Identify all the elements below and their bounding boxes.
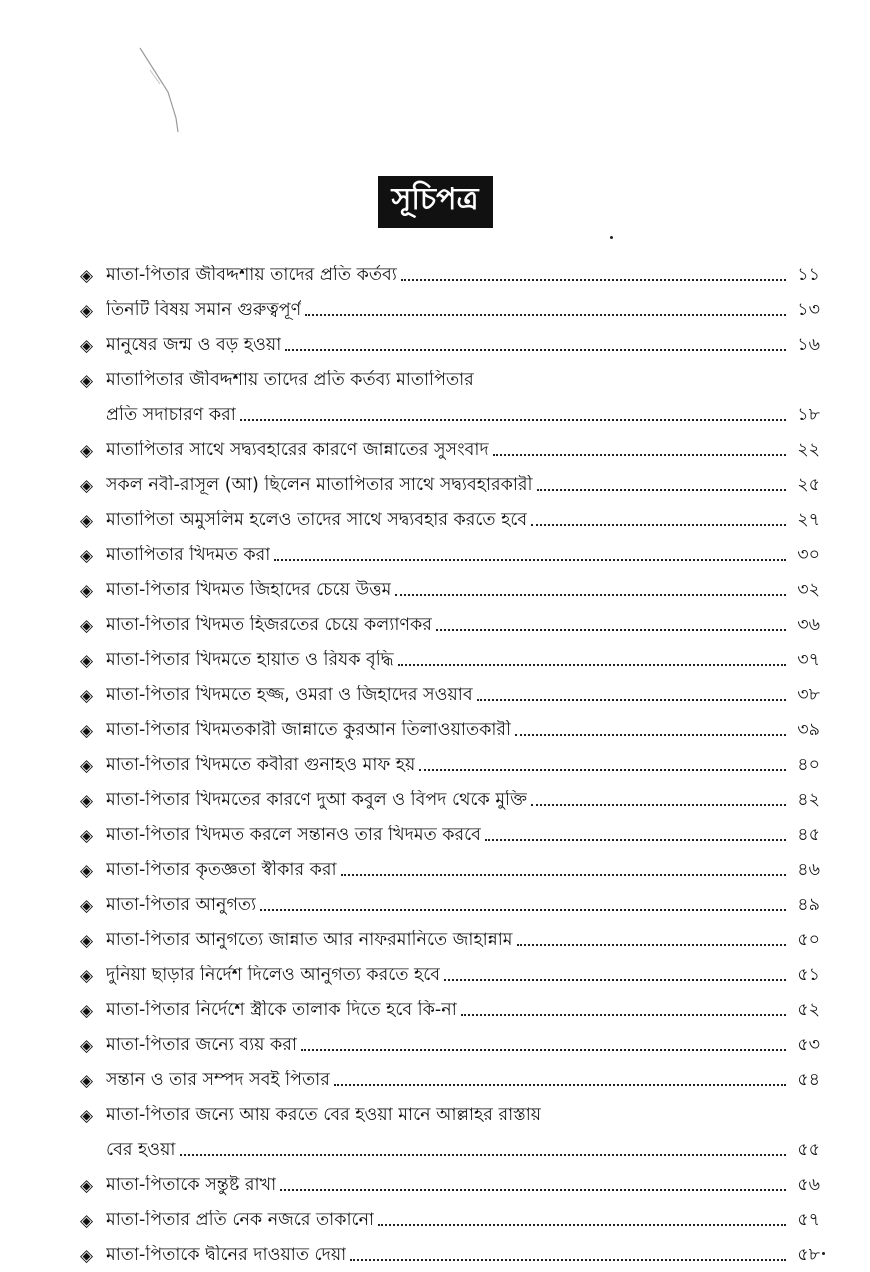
entry-title: সকল নবী-রাসূল (আ) ছিলেন মাতাপিতার সাথে সদ্ব্যবহারকারী xyxy=(106,475,533,496)
dot-leader xyxy=(305,314,786,316)
entry-first-line xyxy=(80,1092,820,1127)
entry-title: মাতা-পিতাকে দ্বীনের দাওয়াত দেয়া xyxy=(106,1245,347,1266)
entry-page-number: ৪৯ xyxy=(797,895,820,916)
toc-entry xyxy=(80,532,820,567)
diamond-bullet-icon: ◈ xyxy=(80,755,94,776)
diamond-bullet-icon: ◈ xyxy=(80,1105,94,1126)
dot-leader xyxy=(395,594,786,596)
diamond-bullet-icon: ◈ xyxy=(80,545,94,566)
dot-leader xyxy=(378,1224,786,1226)
toc-entry xyxy=(80,742,820,777)
diamond-bullet-icon: ◈ xyxy=(80,300,94,321)
entry-first-line xyxy=(80,357,820,392)
entry-title: মাতা-পিতার খিদমত করলে সন্তানও তার খিদমত করবে xyxy=(106,825,481,846)
toc-entry xyxy=(80,847,820,882)
toc-entry xyxy=(80,462,820,497)
diamond-bullet-icon: ◈ xyxy=(80,370,94,391)
entry-title: দুনিয়া ছাড়ার নির্দেশ দিলেও আনুগত্য করতে হবে xyxy=(106,965,440,986)
toc-entry xyxy=(80,567,820,602)
dot-leader xyxy=(537,489,786,491)
dot-leader xyxy=(531,804,786,806)
entry-page-number: ১১ xyxy=(797,265,820,286)
diamond-bullet-icon: ◈ xyxy=(80,825,94,846)
speck xyxy=(610,236,613,239)
diamond-bullet-icon: ◈ xyxy=(80,510,94,531)
entry-page-number: ৫৫ xyxy=(797,1140,820,1161)
entry-page-number: ৫৩ xyxy=(797,1035,820,1056)
entry-title: মাতা-পিতার খিদমতের কারণে দুআ কবুল ও বিপদ থেকে মুক্তি xyxy=(106,790,528,811)
diamond-bullet-icon: ◈ xyxy=(80,790,94,811)
entry-title: মাতা-পিতার খিদমতে হায়াত ও রিযক বৃদ্ধি xyxy=(106,650,394,671)
toc-entry xyxy=(80,1162,820,1197)
entry-title: মাতাপিতার খিদমত করা xyxy=(106,545,271,566)
diamond-bullet-icon: ◈ xyxy=(80,440,94,461)
toc-entry xyxy=(80,812,820,847)
entry-second-line xyxy=(80,1127,820,1162)
entry-page-number: ৫৬ xyxy=(797,1175,820,1196)
dot-leader xyxy=(240,419,786,421)
entry-title: মাতা-পিতার প্রতি নেক নজরে তাকানো xyxy=(106,1210,375,1231)
entry-title: সন্তান ও তার সম্পদ সবই পিতার xyxy=(106,1070,330,1091)
toc-entry xyxy=(80,1057,820,1092)
entry-page-number: ২৫ xyxy=(797,475,820,496)
entry-page-number: ৩৭ xyxy=(797,650,820,671)
dot-leader xyxy=(517,944,787,946)
dot-leader xyxy=(531,524,786,526)
dot-leader xyxy=(444,979,786,981)
diamond-bullet-icon: ◈ xyxy=(80,265,94,286)
paper-scratch-mark xyxy=(0,0,870,200)
entry-page-number: ৪৫ xyxy=(797,825,820,846)
diamond-bullet-icon: ◈ xyxy=(80,335,94,356)
toc-entry xyxy=(80,917,820,952)
dot-leader xyxy=(180,1154,787,1156)
entry-page-number: ৫৮ xyxy=(797,1245,820,1266)
dot-leader xyxy=(301,1049,786,1051)
dot-leader xyxy=(274,559,786,561)
diamond-bullet-icon: ◈ xyxy=(80,1000,94,1021)
toc-entry xyxy=(80,987,820,1022)
dot-leader xyxy=(334,1084,786,1086)
dot-leader xyxy=(398,664,786,666)
dot-leader xyxy=(260,909,786,911)
diamond-bullet-icon: ◈ xyxy=(80,1175,94,1196)
entry-title-line2: বের হওয়া xyxy=(106,1140,176,1161)
toc-entry xyxy=(80,1022,820,1057)
entry-title-line2: প্রতি সদাচারণ করা xyxy=(106,405,236,426)
entry-title: মাতা-পিতার খিদমতে কবীরা গুনাহও মাফ হয় xyxy=(106,755,416,776)
entry-title: মাতা-পিতার আনুগত্যে জান্নাত আর নাফরমানিতে জাহান্নাম xyxy=(106,930,513,951)
toc-entry xyxy=(80,1197,820,1232)
entry-page-number: ৪২ xyxy=(797,790,820,811)
entry-page-number: ৩০ xyxy=(797,545,820,566)
entry-page-number: ২২ xyxy=(797,440,820,461)
dot-leader xyxy=(461,1014,786,1016)
entry-title: মাতা-পিতার খিদমতকারী জান্নাতে কুরআন তিলাওয়াতকারী xyxy=(106,720,512,741)
toc-entry xyxy=(80,427,820,462)
toc-entry xyxy=(80,952,820,987)
toc-entry xyxy=(80,882,820,917)
dot-leader xyxy=(280,1189,786,1191)
dot-leader xyxy=(350,1259,786,1261)
page-title: সূচিপত্র xyxy=(378,176,493,228)
diamond-bullet-icon: ◈ xyxy=(80,580,94,601)
entry-title: মাতা-পিতার খিদমত হিজরতের চেয়ে কল্যাণকর xyxy=(106,615,432,636)
toc-entry xyxy=(80,672,820,707)
toc-entry xyxy=(80,1232,820,1267)
toc-entry xyxy=(80,602,820,637)
entry-title: মাতাপিতা অমুসলিম হলেও তাদের সাথে সদ্ব্যবহার করতে হবে xyxy=(106,510,528,531)
entry-second-line xyxy=(80,392,820,427)
toc-entry xyxy=(80,1092,820,1162)
entry-title: মাতা-পিতার আনুগত্য xyxy=(106,895,257,916)
diamond-bullet-icon: ◈ xyxy=(80,1035,94,1056)
entry-page-number: ৩৬ xyxy=(797,615,820,636)
entry-page-number: ৪৬ xyxy=(797,860,820,881)
entry-page-number: ৫২ xyxy=(797,1000,820,1021)
entry-page-number: ৩২ xyxy=(797,580,820,601)
dot-leader xyxy=(477,699,786,701)
entry-title: মাতা-পিতার নির্দেশে স্ত্রীকে তালাক দিতে হবে কি-না xyxy=(106,1000,457,1021)
dot-leader xyxy=(285,349,786,351)
entry-page-number: ৫১ xyxy=(797,965,820,986)
entry-page-number: ১৬ xyxy=(797,335,820,356)
title-container xyxy=(0,176,870,228)
entry-title: মাতা-পিতার খিদমতে হজ্জ, ওমরা ও জিহাদের সওয়াব xyxy=(106,685,473,706)
diamond-bullet-icon: ◈ xyxy=(80,965,94,986)
dot-leader xyxy=(401,279,786,281)
speck xyxy=(822,1252,825,1255)
entry-page-number: ১৮ xyxy=(797,405,820,426)
toc-entry xyxy=(80,637,820,672)
diamond-bullet-icon: ◈ xyxy=(80,1070,94,1091)
entry-title: মানুষের জন্ম ও বড় হওয়া xyxy=(106,335,282,356)
entry-page-number: ৩৮ xyxy=(797,685,820,706)
diamond-bullet-icon: ◈ xyxy=(80,895,94,916)
dot-leader xyxy=(515,734,786,736)
dot-leader xyxy=(419,769,786,771)
diamond-bullet-icon: ◈ xyxy=(80,720,94,741)
diamond-bullet-icon: ◈ xyxy=(80,1210,94,1231)
entry-title: মাতা-পিতাকে সন্তুষ্ট রাখা xyxy=(106,1175,277,1196)
toc-entry xyxy=(80,777,820,812)
entry-page-number: ৫৪ xyxy=(797,1070,820,1091)
toc-entry xyxy=(80,357,820,427)
dot-leader xyxy=(341,874,786,876)
entry-page-number: ৪০ xyxy=(797,755,820,776)
toc-entry xyxy=(80,707,820,742)
toc-entry xyxy=(80,497,820,532)
diamond-bullet-icon: ◈ xyxy=(80,650,94,671)
diamond-bullet-icon: ◈ xyxy=(80,930,94,951)
entry-title: মাতা-পিতার কৃতজ্ঞতা স্বীকার করা xyxy=(106,860,337,881)
entry-title: মাতাপিতার সাথে সদ্ব্যবহারের কারণে জান্নাতের সুসংবাদ xyxy=(106,440,489,461)
dot-leader xyxy=(493,454,786,456)
entry-title: মাতা-পিতার জীবদ্দশায় তাদের প্রতি কর্তব্য xyxy=(106,265,397,286)
toc-entry xyxy=(80,322,820,357)
diamond-bullet-icon: ◈ xyxy=(80,860,94,881)
diamond-bullet-icon: ◈ xyxy=(80,685,94,706)
dot-leader xyxy=(485,839,786,841)
entry-title: মাতা-পিতার জন্যে ব্যয় করা xyxy=(106,1035,297,1056)
table-of-contents xyxy=(80,252,820,1267)
entry-page-number: ১৩ xyxy=(797,300,820,321)
entry-page-number: ৫০ xyxy=(797,930,820,951)
entry-title: মাতা-পিতার খিদমত জিহাদের চেয়ে উত্তম xyxy=(106,580,392,601)
entry-title-line1: মাতা-পিতার জন্যে আয় করতে বের হওয়া মানে আল্লাহর রাস্তায় xyxy=(106,1105,542,1126)
entry-title: তিনটি বিষয় সমান গুরুত্বপূর্ণ xyxy=(106,300,302,321)
toc-entry xyxy=(80,252,820,287)
entry-page-number: ৫৭ xyxy=(797,1210,820,1231)
toc-entry xyxy=(80,287,820,322)
diamond-bullet-icon: ◈ xyxy=(80,475,94,496)
dot-leader xyxy=(436,629,786,631)
entry-page-number: ৩৯ xyxy=(797,720,820,741)
entry-page-number: ২৭ xyxy=(797,510,820,531)
diamond-bullet-icon: ◈ xyxy=(80,615,94,636)
diamond-bullet-icon: ◈ xyxy=(80,1245,94,1266)
entry-title-line1: মাতাপিতার জীবদ্দশায় তাদের প্রতি কর্তব্য মাতাপিতার xyxy=(106,370,474,391)
